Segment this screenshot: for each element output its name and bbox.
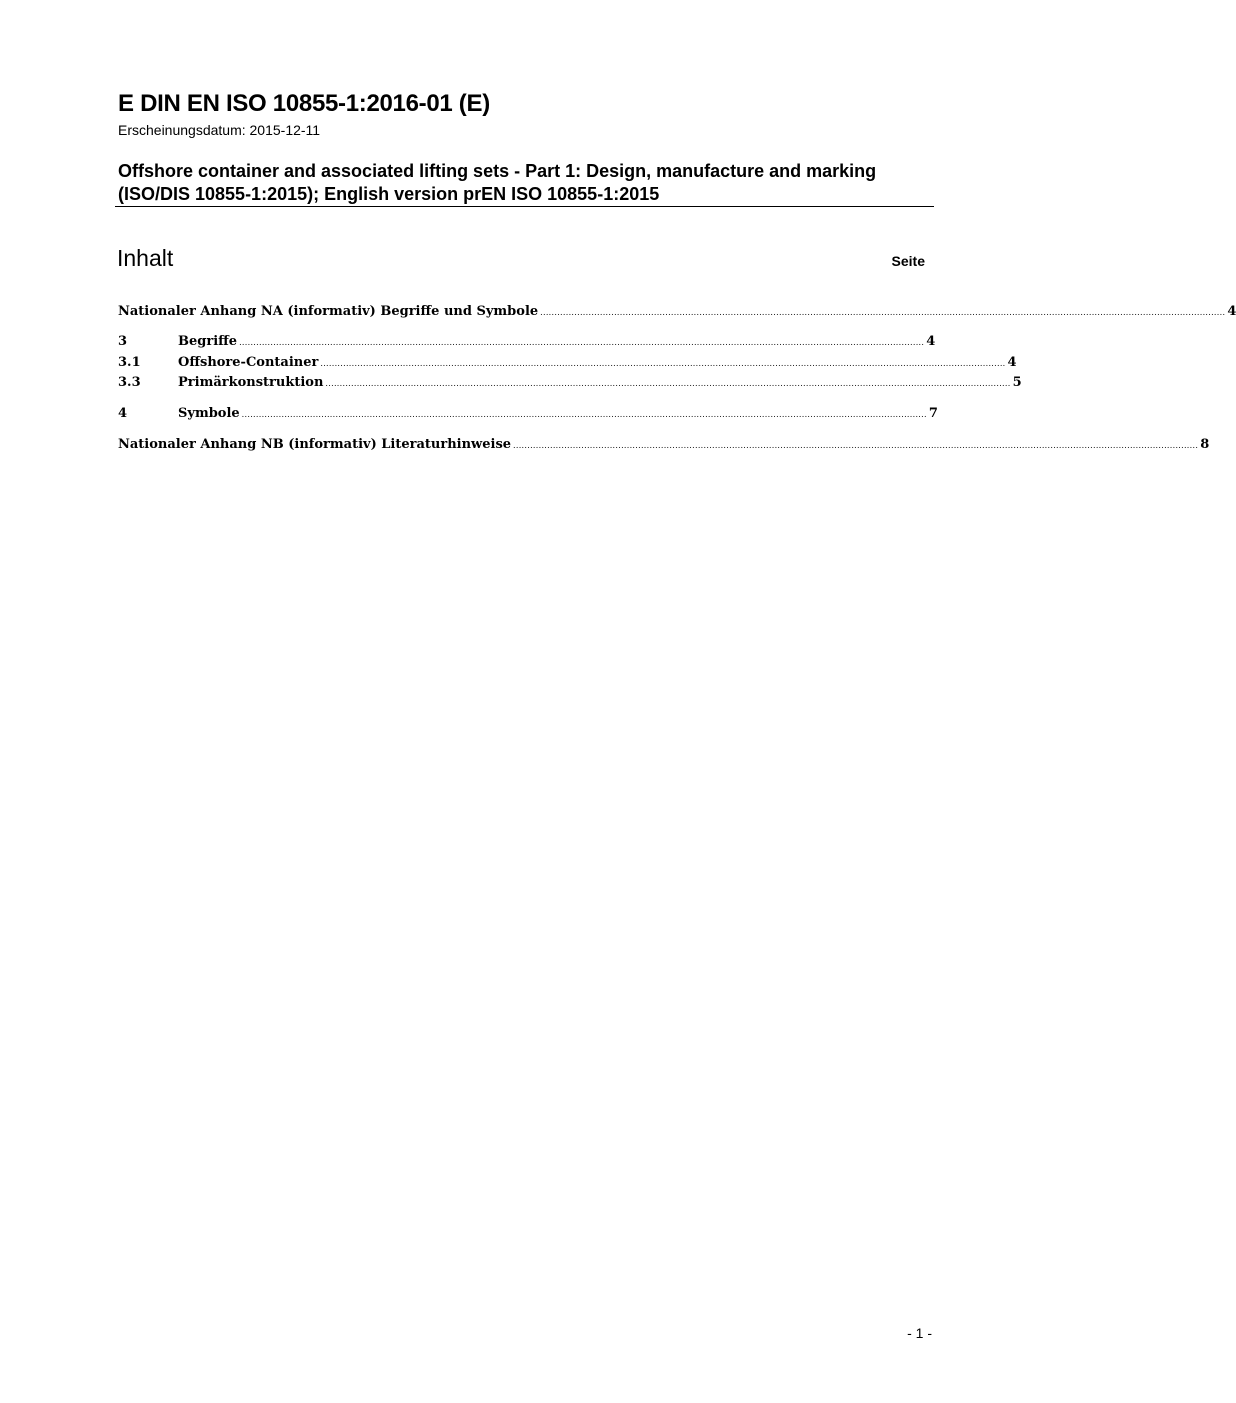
- toc-page-column-label: Seite: [891, 253, 925, 269]
- toc-leader-dots: .................................................................................................................................................................................................................................................: [540, 308, 1226, 317]
- toc-entry-page: 4: [926, 334, 936, 349]
- toc-entry-annex-nb[interactable]: [118, 437, 1210, 454]
- toc-entry-page: 5: [1012, 375, 1022, 390]
- document-title: Offshore container and associated lifting sets - Part 1: Design, manufacture and marking (ISO/DIS 10855-1:2015); English version prEN ISO 10855-1:2015: [118, 161, 877, 204]
- toc-leader-dots: .................................................................................................................................................................................................................................................: [320, 359, 1006, 368]
- toc-entry-text: Primärkonstruktion: [178, 375, 324, 390]
- toc-entry-annex-na[interactable]: [118, 304, 1236, 321]
- toc-entry-text: Begriffe: [178, 334, 238, 349]
- toc-leader-dots: .................................................................................................................................................................................................................................................: [325, 379, 1011, 388]
- toc-entry-text: Nationaler Anhang NB (informativ) Literaturhinweise: [118, 437, 512, 452]
- publication-date: Erscheinungsdatum: 2015-12-11: [118, 122, 321, 138]
- page-number: - 1 -: [907, 1325, 932, 1341]
- toc-entry-page: 4: [1007, 355, 1017, 370]
- toc-leader-dots: .................................................................................................................................................................................................................................................: [241, 410, 927, 419]
- toc-entry-number: 3.1: [118, 355, 141, 370]
- toc-entry-page: 4: [1227, 304, 1236, 319]
- toc-entry-3-3[interactable]: [118, 375, 1022, 392]
- toc-entry-3-1[interactable]: [118, 355, 1017, 372]
- toc-entry-text: Symbole: [178, 406, 240, 421]
- title-divider: [115, 206, 934, 207]
- toc-entry-4[interactable]: [118, 406, 938, 423]
- toc-leader-dots: .................................................................................................................................................................................................................................................: [239, 338, 925, 347]
- toc-entry-number: 3: [118, 334, 128, 349]
- toc-entry-text: Nationaler Anhang NA (informativ) Begriffe und Symbole: [118, 304, 539, 319]
- toc-entry-text: Offshore-Container: [178, 355, 319, 370]
- toc-entry-page: 7: [928, 406, 938, 421]
- toc-entry-number: 3.3: [118, 375, 141, 390]
- toc-entry-number: 4: [118, 406, 128, 421]
- toc-entry-3[interactable]: [118, 334, 936, 351]
- toc-heading: Inhalt: [117, 245, 174, 271]
- toc-leader-dots: .................................................................................................................................................................................................................................................: [513, 441, 1199, 450]
- document-id: E DIN EN ISO 10855-1:2016-01 (E): [118, 90, 490, 117]
- toc-entry-page: 8: [1200, 437, 1210, 452]
